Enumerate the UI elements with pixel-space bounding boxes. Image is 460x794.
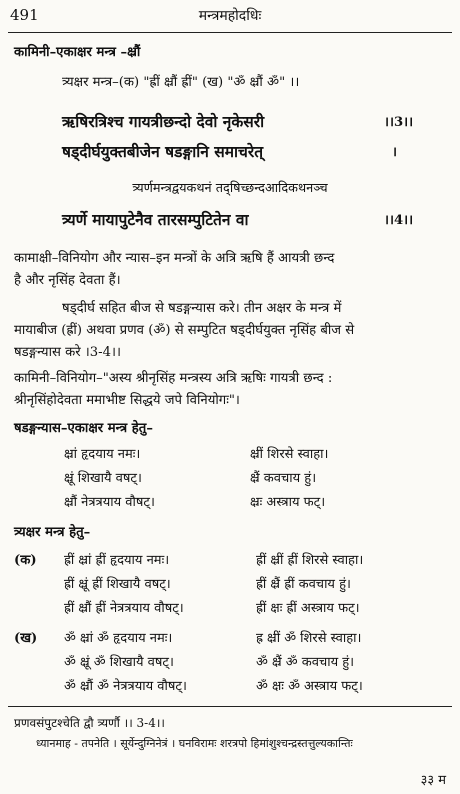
shadanga-cell: क्ष्रां हृदयाय नमः। <box>64 447 141 462</box>
header-rule <box>8 32 452 33</box>
verse-2: षड्दीर्घयुक्तबीजेन षडङ्गानि समाचरेत् <box>62 142 264 161</box>
para-line-4: मायाबीज (ह्रीं) अथवा प्रणव (ॐ) से सम्पुटित षड्दीर्घयुक्त नृसिंह बीज से <box>14 323 355 338</box>
tryakshar-kha-cell: ॐ क्ष्रौं ॐ नेत्रत्रयाय वौषट्। <box>64 679 187 694</box>
page-header <box>10 6 450 30</box>
shadanga-cell: क्ष्रैं कवचाय हुं। <box>250 471 317 486</box>
para-line-5: षडङ्गन्यास करे ।3-4।। <box>14 345 122 360</box>
tryakshar-kha-cell: ॐ क्ष्रूं ॐ शिखायै वषट्। <box>64 655 174 670</box>
tryakshar-line: त्र्यक्षर मन्त्र–(क) "ह्रीं क्ष्रौं ह्रीं" (ख) "ॐ क्ष्रौं ॐ" ।। <box>62 75 300 90</box>
section1-heading: कामिनी–एकाक्षर मन्त्र –क्ष्रौं <box>14 45 141 60</box>
verse-2-danda: । <box>392 145 397 160</box>
verse-1-number: ।।3।। <box>384 115 414 130</box>
label-kha: (ख) <box>14 631 38 646</box>
tryakshar-heading: त्र्यक्षर मन्त्र हेतु– <box>14 525 91 540</box>
tryakshar-kha-cell: ह्र क्ष्रीं ॐ शिरसे स्वाहा। <box>256 631 362 646</box>
tryakshar-kha-cell: ॐ क्ष्रैं ॐ कवचाय हुं। <box>256 655 355 670</box>
shadanga-cell: क्ष्रः अस्त्राय फट्। <box>250 495 326 510</box>
footnote-line-1: प्रणवसंपुटश्चेति द्वौ त्र्यर्णौ ।। 3-4।। <box>14 716 165 730</box>
shadanga-heading: षडङ्गन्यास–एकाक्षर मन्त्र हेतु– <box>14 421 153 436</box>
tryakshar-ka-cell: ह्रीं क्षः ह्रीं अस्त्राय फट्। <box>256 601 360 616</box>
viniyoga-line-2: श्रीनृसिंहोदेवता ममाभीष्ट सिद्धये जपे विनियोगः"। <box>14 393 240 408</box>
para-line-2: है और नृसिंह देवता हैं। <box>14 273 121 288</box>
para-line-3: षड्दीर्घ सहित बीज से षडङ्गन्यास करे। तीन अक्षर के मन्त्र में <box>62 301 342 316</box>
signature-mark: ३३ म <box>420 773 446 788</box>
page-number: 491 <box>10 6 39 24</box>
label-ka: (क) <box>14 553 37 568</box>
tryakshar-ka-cell: ह्रीं क्ष्रूं ह्रीं शिखायै वषट्। <box>64 577 171 592</box>
section-subtitle: त्र्यर्णमन्त्रद्वयकथनं तद्षिच्छन्दआदिकथनञ्च <box>132 181 328 196</box>
verse-1: ऋषिरत्रिश्च गायत्रीछन्दो देवो नृकेसरी <box>62 112 265 131</box>
tryakshar-ka-cell: ह्रीं क्ष्रौं ह्रीं नेत्रत्रयाय वौषट्। <box>64 601 184 616</box>
tryakshar-ka-cell: ह्रीं क्ष्रीं ह्रीं शिरसे स्वाहा। <box>256 553 364 568</box>
viniyoga-line-1: कामिनी–विनियोग–"अस्य श्रीनृसिंह मन्त्रस्य अत्रि ऋषिः गायत्री छन्द : <box>14 371 333 386</box>
footnote-line-2: ध्यानमाह - तपनेति । सूर्येन्दुग्निनेत्रं । घनविरामः शरत्रपो हिमांशुश्चन्द्रस्तत्तुल्यकान्तिः <box>36 737 353 750</box>
footnote-rule <box>8 706 452 707</box>
verse-3: त्र्यर्णे मायापुटेनैव तारसम्पुटितेन वा <box>62 210 249 229</box>
shadanga-cell: क्ष्रीं शिरसे स्वाहा। <box>250 447 329 462</box>
verse-3-number: ।।4।। <box>384 213 414 228</box>
shadanga-cell: क्ष्रौं नेत्रत्रयाय वौषट्। <box>64 495 155 510</box>
tryakshar-ka-cell: ह्रीं क्ष्रैं ह्रीं कवचाय हुं। <box>256 577 351 592</box>
para-line-1: कामाक्षी–विनियोग और न्यास–इन मन्त्रों के अत्रि ऋषि हैं आयत्री छन्द <box>14 251 335 266</box>
tryakshar-kha-cell: ॐ क्षः ॐ अस्त्राय फट्। <box>256 679 363 694</box>
tryakshar-kha-cell: ॐ क्ष्रां ॐ हृदयाय नमः। <box>64 631 173 646</box>
tryakshar-ka-cell: ह्रीं क्ष्रां ह्रीं हृदयाय नमः। <box>64 553 170 568</box>
shadanga-cell: क्ष्रूं शिखायै वषट्। <box>64 471 142 486</box>
book-title: मन्त्रमहोदधिः <box>198 8 262 24</box>
